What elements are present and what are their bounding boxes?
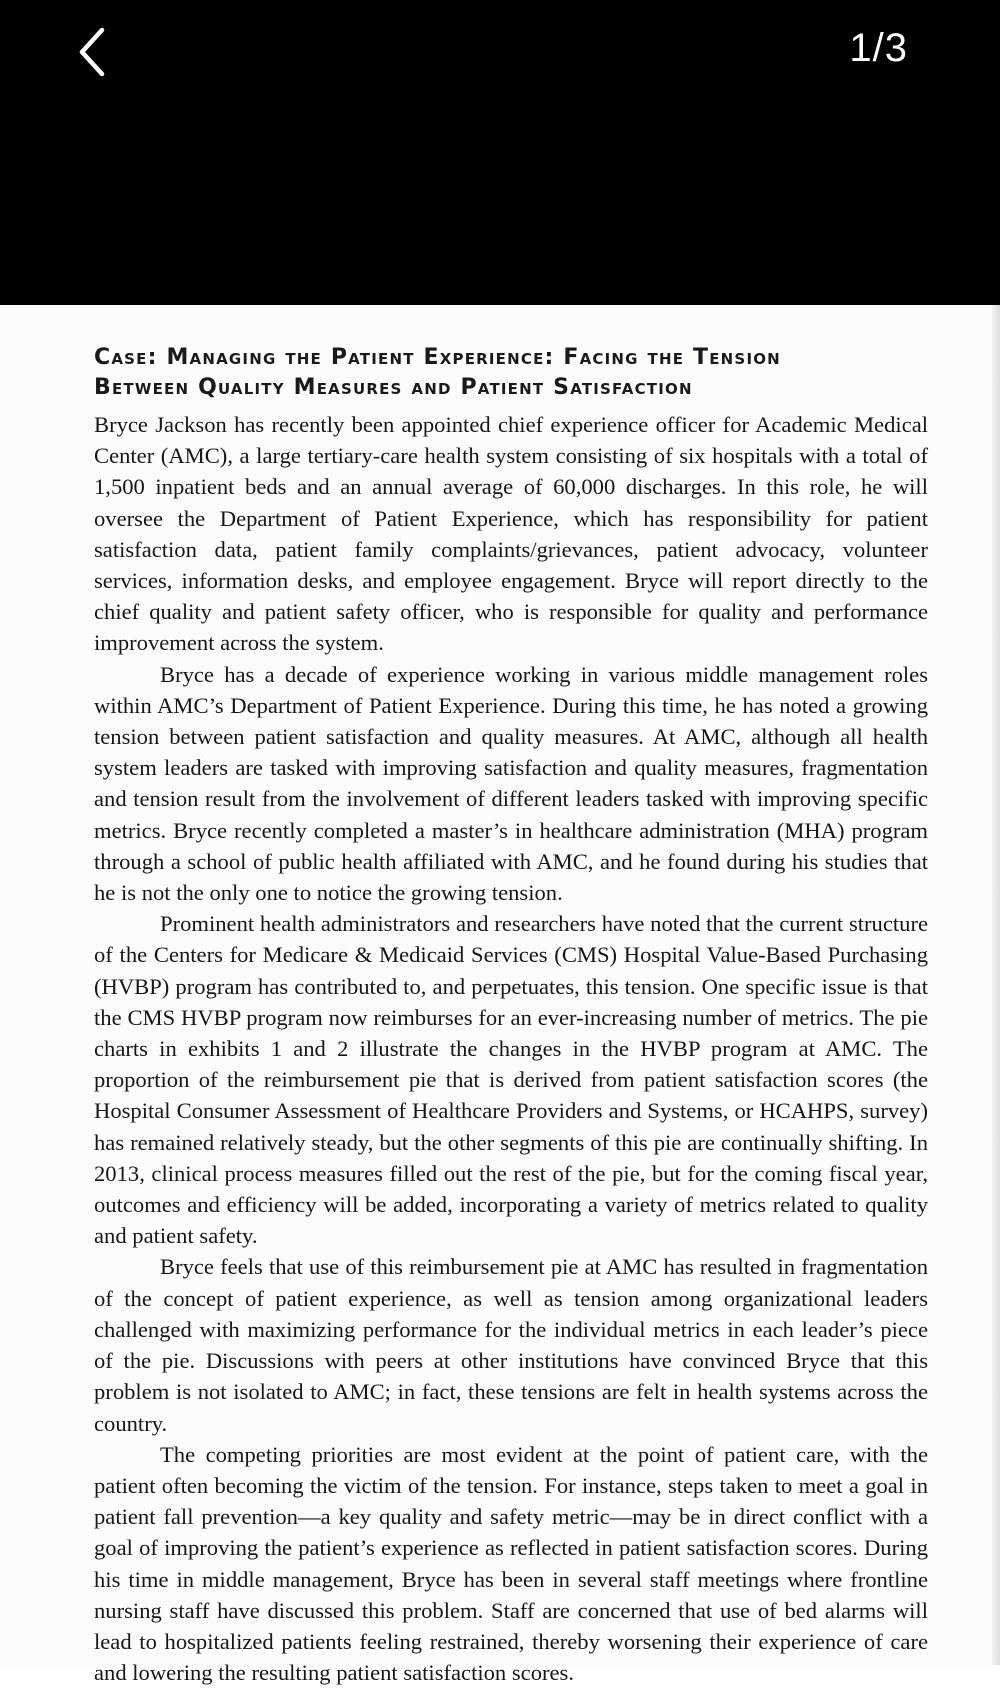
page-edge-shadow <box>992 305 1000 1665</box>
case-title-line-1: Case: Managing the Patient Experience: Facing the Tension <box>94 345 781 370</box>
page-counter: 1/3 <box>849 26 908 70</box>
case-title <box>94 343 928 403</box>
back-button[interactable] <box>70 20 120 84</box>
paragraph: The competing priorities are most evident at the point of patient care, with the patient often becoming the victim of the tension. For instance, steps taken to meet a goal in patient fall prevention—a key quality and safety metric—may be in direct conflict with a goal of improving the patient’s experience as reflected in patient satisfaction scores. During his time in middle management, Bryce has been in several staff meetings where frontline nursing staff have discussed this problem. Staff are concerned that use of bed alarms will lead to hospitalized patients feeling restrained, thereby worsening their experience of care and lowering the resulting patient satisfaction scores. <box>94 1441 928 1686</box>
case-title-line-2: Between Quality Measures and Patient Satisfaction <box>94 375 693 400</box>
chevron-left-icon <box>70 20 120 84</box>
page-content <box>94 343 928 1688</box>
viewer-toolbar <box>0 0 1000 305</box>
document-page <box>0 305 1000 1686</box>
paragraph: Prominent health administrators and researchers have noted that the current structure of the Centers for Medicare & Medicaid Services (CMS) Hospital Value-Based Purchasing (HVBP) program has contributed to, and perpetuates, this tension. One specific issue is that the CMS HVBP program now reimburses for an ever-increasing number of metrics. The pie charts in exhibits 1 and 2 illustrate the changes in the HVBP program at AMC. The proportion of the reimbursement pie that is derived from patient satisfaction scores (the Hospital Consumer Assessment of Healthcare Providers and Systems, or HCAHPS, survey) has remained relatively steady, but the other segments of this pie are continually shifting. In 2013, clinical process measures filled out the rest of the pie, but for the coming fiscal year, outcomes and efficiency will be added, incorporating a variety of metrics related to quality and patient safety. <box>94 911 928 1249</box>
paragraph: Bryce has a decade of experience working in various middle management roles within AMC’s Department of Patient Experience. During this time, he has noted a growing tension between patient satisfaction and quality measures. At AMC, although all health system leaders are tasked with improving satisfaction and quality measures, fragmentation and tension result from the involvement of different leaders tasked with improving specific metrics. Bryce recently completed a master’s in healthcare administration (MHA) program through a school of public health affiliated with AMC, and he found during his studies that he is not the only one to notice the growing tension. <box>94 661 928 906</box>
paragraph: Bryce Jackson has recently been appointed chief experience officer for Academic Medical Center (AMC), a large tertiary-care health system consisting of six hospitals with a total of 1,500 inpatient beds and an annual average of 60,000 discharges. In this role, he will oversee the Department of Patient Experience, which has responsibility for patient satisfaction data, patient family complaints/grievances, patient advocacy, volunteer services, information desks, and employee engagement. Bryce will report directly to the chief quality and patient safety officer, who is responsible for quality and performance improvement across the system. <box>94 412 928 656</box>
paragraph: Bryce feels that use of this reimbursement pie at AMC has resulted in fragmentation of the concept of patient experience, as well as tension among organizational leaders challenged with maximizing performance for the individual metrics in each leader’s piece of the pie. Discussions with peers at other institutions have convinced Bryce that this problem is not isolated to AMC; in fact, these tensions are felt in health systems across the country. <box>94 1254 928 1436</box>
